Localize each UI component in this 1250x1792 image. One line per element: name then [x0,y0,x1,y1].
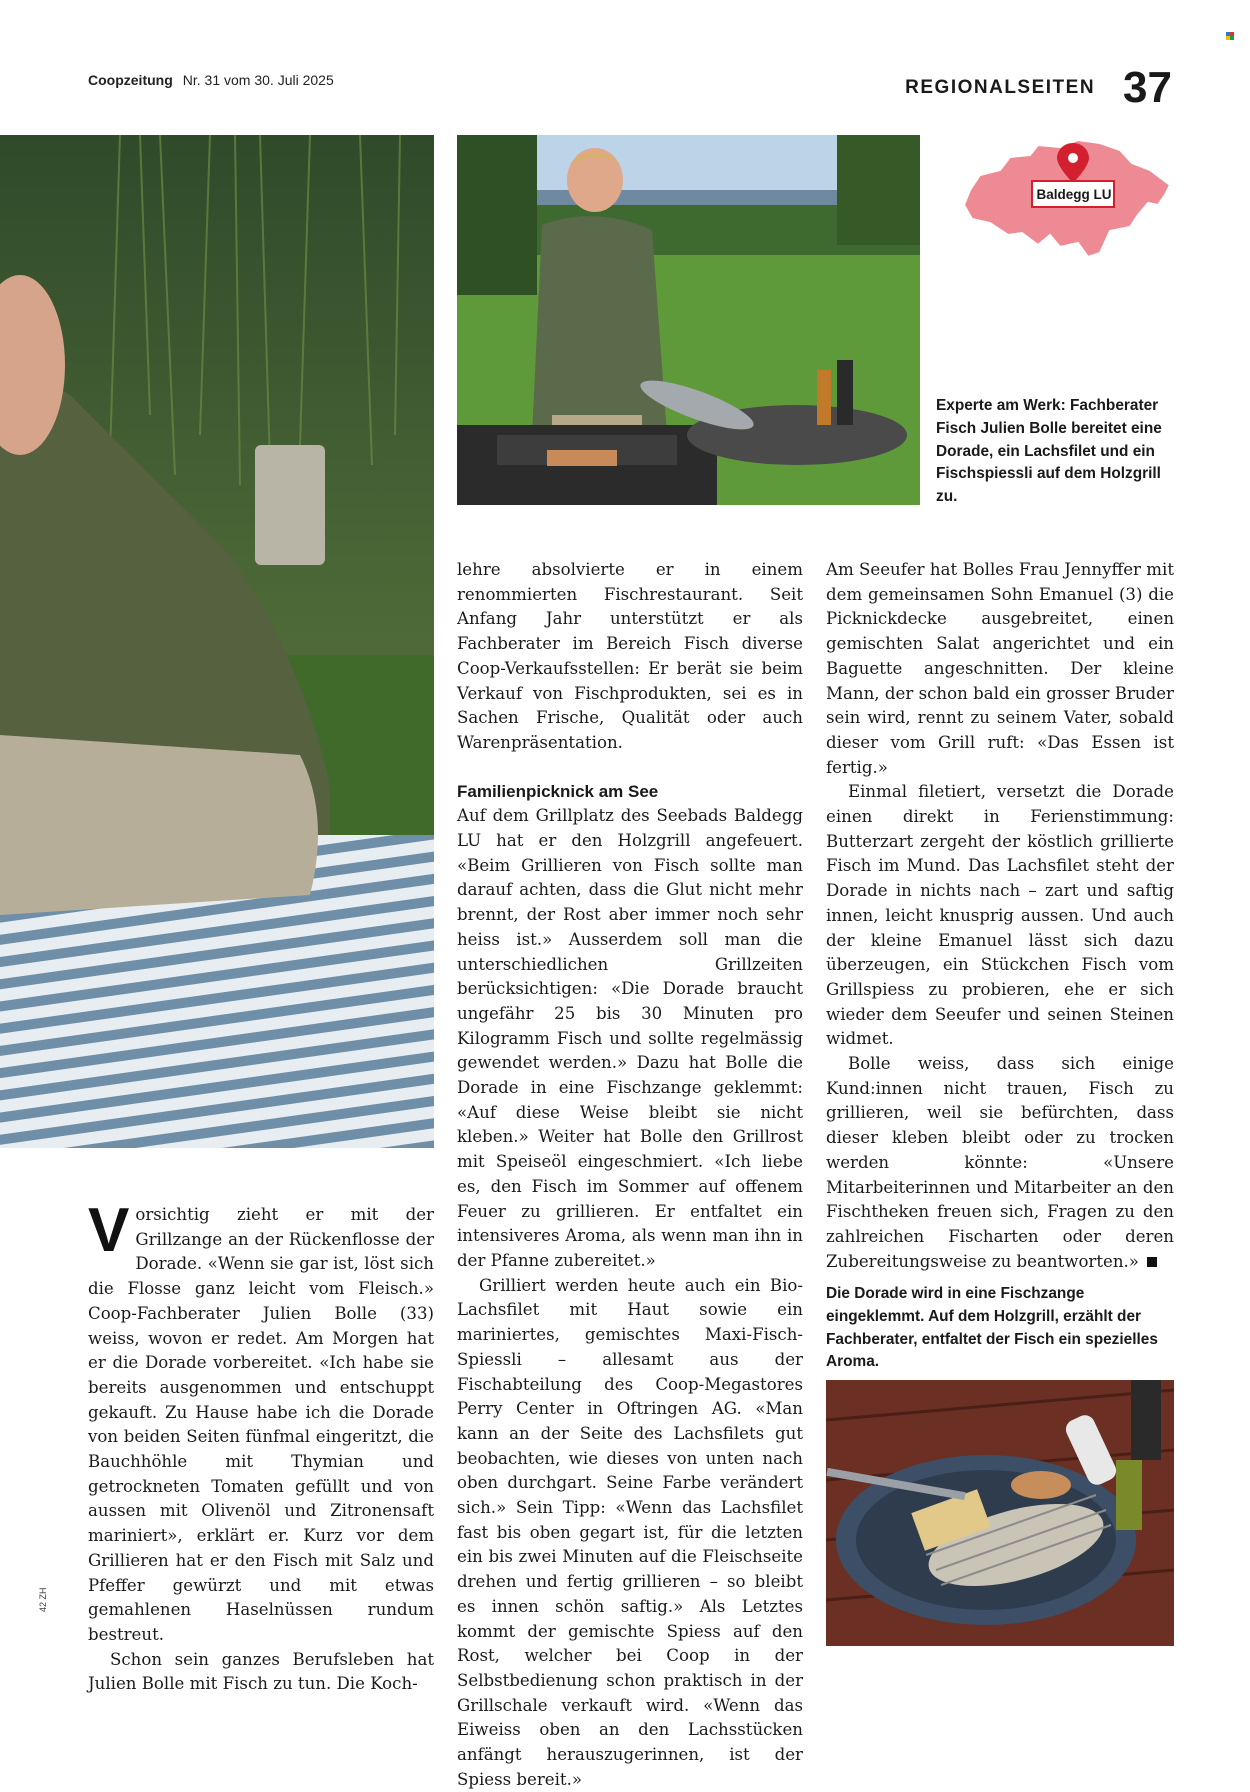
subheading-familienpicknick: Familienpicknick am See [457,781,659,801]
article-column-1 [88,1196,434,1697]
map-location-label: Baldegg LU [1036,187,1112,202]
publication-name: Coopzeitung [88,72,173,88]
photo-man-at-grill [457,135,920,505]
drop-cap: V [88,1196,130,1265]
photo-caption-top: Experte am Werk: Fachberater Fisch Julien Bolle bereitet eine Dorade, ein Lachsfilet und ein Fischspiessli auf dem Holzgrill zu. [936,397,1162,506]
photo-man-on-picnic-blanket [0,135,434,1148]
issue-date: Nr. 31 vom 30. Juli 2025 [182,72,334,88]
col1-paragraph-1: orsichtig zieht er mit der Grillzange an der Rückenflosse der Dorade. «Wenn sie gar ist, löst sich die Flosse ganz leicht vom Fleisch.» Coop-Fachberater Julien Bolle (33) weiss, wovon er redet. Am Morgen hat er die Dorade vorbereitet. «Ich habe sie bereits ausgenommen und entschuppt gekauft. Zu Hause habe ich die Dorade von beiden Seiten fünfmal eingeritzt, die Bauchhöhle mit Thymian und getrockneten Tomaten gefüllt und von aussen mit Olivenöl und Zitronensaft mariniert», erklärt er. Kurz vor dem Grillieren hat er den Fisch mit Salz und Pfeffer gewürzt und mit etwas gemahlenen Haselnüssen rundum bestreut. [88,1205,434,1644]
end-of-article-mark [1147,1257,1157,1267]
masthead [88,72,334,88]
col2-paragraph-3: Grilliert werden heute auch ein Bio-Lachsfilet mit Haut sowie ein mariniertes, gemischtes Maxi-Fisch-Spiessli – allesamt aus der Fischabteilung des Coop-Megastores Perry Center in Oftringen AG. «Man kann an der Seite des Lachsfilets gut beobachten, wie dieses von unten nach oben durchgart. Seine Farbe verändert sich.» Sein Tipp: «Wenn das Lachsfilet fast bis oben gegart ist, für die letzten ein bis zwei Minuten auf die Fleischseite drehen und fertig grillieren – so bleibt es innen schön saftig.» Als Letztes kommt der gemischte Spiess auf den Rost, welcher bei Coop in der Selbstbedienung schon praktisch in der Grillschale verkauft wird. «Wenn das Eiweiss oben an den Lachsstücken anfängt herauszugerinnen, ist der Spiess bereit.» [457,1275,803,1789]
col2-paragraph-1: lehre absolvierte er in einem renommierten Fischrestaurant. Seit Anfang Jahr unterstützt er als Fachberater im Bereich Fisch diverse Coop-Verkaufsstellen: Er berät sie beim Verkauf von Fischprodukten, sei es in Sachen Frische, Qualität oder auch Warenpräsentation. [457,560,803,752]
location-map [960,135,1175,265]
page-header-right [905,63,1172,112]
article-column-2 [457,558,803,1792]
col3-paragraph-3: Bolle weiss, dass sich einige Kund:innen nicht trauen, Fisch zu grillieren, weil sie befürchten, dass dieser kleben bleibt oder zu trocken werden könnte: «Unsere Mitarbeiterinnen und Mitarbeiter an den Fischtheken freuen sich, Fragen zu den zahlreichen Fischarten oder deren Zubereitungsweise zu beantworten.» [826,1054,1174,1271]
col1-paragraph-2: Schon sein ganzes Berufsleben hat Julien Bolle mit Fisch zu tun. Die Koch- [88,1649,434,1694]
section-title: REGIONALSEITEN [905,77,1096,98]
photo-caption-bottom: Die Dorade wird in eine Fischzange eingeklemmt. Auf dem Holzgrill, erzählt der Fachberater, entfaltet der Fisch ein spezielles Aroma. [826,1285,1158,1371]
page-side-note: 42 ZH [38,1587,48,1612]
color-registration-mark [1226,32,1236,42]
col3-paragraph-2: Einmal filetiert, versetzt die Dorade einen direkt in Ferienstimmung: Butterzart zergeht der köstlich grillierte Fisch im Mund. Das Lachsfilet steht der Dorade in nichts nach – zart und saftig innen, leicht knusprig aussen. Und auch der kleine Emanuel lässt sich dazu überzeugen, ein Stückchen Fisch vom Grillspiess zu probieren, ehe er sich wieder dem Seeufer und seinen Steinen widmet. [826,782,1174,1049]
col3-paragraph-1: Am Seeufer hat Bolles Frau Jennyffer mit dem gemeinsamen Sohn Emanuel (3) die Picknickdecke ausgebreitet, einen gemischten Salat angerichtet und ein Baguette angeschnitten. Der kleine Mann, der schon bald ein grosser Bruder sein wird, rennt zu seinem Vater, sobald dieser vom Grill ruft: «Das Essen ist fertig.» [826,560,1174,777]
col2-paragraph-2: Auf dem Grillplatz des Seebads Baldegg LU hat er den Holzgrill angefeuert. «Beim Grillieren von Fisch sollte man darauf achten, dass die Glut nicht mehr brennt, der Rost aber immer noch sehr heiss ist.» Ausserdem soll man die unterschiedlichen Grillzeiten berücksichtigen: «Die Dorade braucht ungefähr 25 bis 30 Minuten pro Kilogramm Fisch und sollte regelmässig gewendet werden.» Dazu hat Bolle die Dorade in eine Fischzange geklemmt: «Auf diese Weise bleibt sie nicht kleben.» Weiter hat Bolle den Grillrost mit Speiseöl eingeschmiert. «Ich liebe es, den Fisch im Sommer auf offenem Feuer zu grillieren. Er entfaltet ein intensiveres Aroma, als wenn man ihn in der Pfanne zubereitet.» [457,806,803,1270]
page-number: 37 [1123,63,1172,112]
article-column-3 [826,558,1174,1274]
photo-dorade-in-fish-clamp [826,1380,1174,1646]
